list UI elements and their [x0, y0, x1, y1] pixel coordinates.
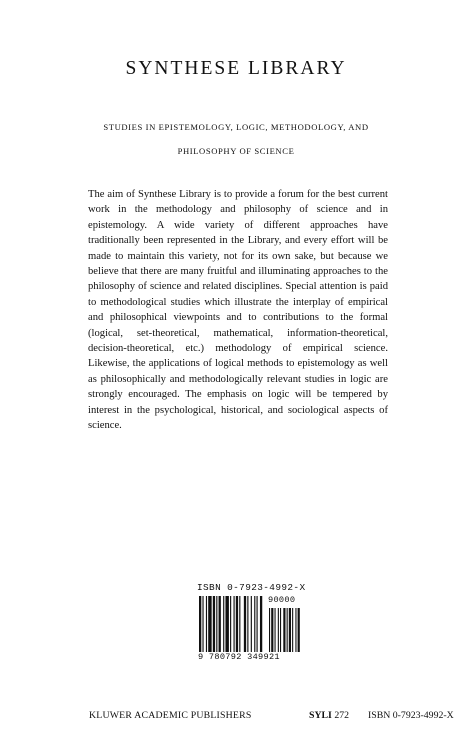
barcode-bar — [236, 596, 238, 652]
addon-barcode-bars — [269, 608, 300, 652]
isbn-barcode-label: ISBN 0-7923-4992-X — [197, 582, 306, 593]
series-number: 272 — [334, 710, 350, 721]
addon-barcode-bar — [278, 608, 279, 652]
barcode-bar — [225, 596, 228, 652]
barcode-bar — [257, 596, 258, 652]
ean-barcode-digits: 9 780792 349921 — [198, 652, 280, 662]
barcode-bar — [219, 596, 221, 652]
barcode-bar — [213, 596, 215, 652]
addon-barcode-bar — [275, 608, 276, 652]
series-subtitle-line-2: PHILOSOPHY OF SCIENCE — [177, 146, 295, 156]
barcode-bar — [230, 596, 231, 652]
series-code — [309, 710, 349, 721]
barcode-bar — [244, 596, 246, 652]
barcode-bar — [216, 596, 217, 652]
barcode-bar — [208, 596, 211, 652]
ean-barcode-bars — [199, 596, 262, 652]
series-title: SYNTHESE LIBRARY — [125, 58, 347, 79]
barcode-bar — [199, 596, 201, 652]
footer-isbn: ISBN 0-7923-4992-X — [368, 710, 454, 721]
addon-barcode-bar — [287, 608, 288, 652]
barcode-bar — [223, 596, 224, 652]
barcode-bar — [247, 596, 248, 652]
barcode-bar — [206, 596, 207, 652]
addon-barcode-bar — [271, 608, 273, 652]
series-description: The aim of Synthese Library is to provide a forum for the best current work in the methodology and philosophy of science and in epistemology. A wide variety of different approaches have traditionally been represented in the Library, and every effort will be made to maintain this variety, not for its own sake, but because we believe that there are many fruitful and illuminating approaches to the philosophy of science and related disciplines. Special attention is paid to methodological studies which illustrate the interplay of empirical and philosophical viewpoints and to contributions to the formal (logical, set-theoretical, mathematical, information-theoretical, decision-theoretical, etc.) methodology of empirical science. Likewise, the applications of logical methods to epistemology as well as philosophically and methodologically relevant studies in logic are strongly encouraged. The emphasis on logic will be tempered by interest in the psychological, historical, and sociological aspects of science. — [88, 189, 388, 432]
series-code-label: SYLI — [309, 710, 332, 721]
barcode-bar — [251, 596, 252, 652]
addon-barcode-bar — [289, 608, 291, 652]
addon-barcode-bar — [283, 608, 285, 652]
barcode-bar — [234, 596, 235, 652]
series-subtitle-line-1: STUDIES IN EPISTEMOLOGY, LOGIC, METHODOLOGY, AND — [103, 122, 369, 132]
addon-barcode-bar — [280, 608, 281, 652]
barcode-bar — [254, 596, 255, 652]
barcode-addon-digits: 90000 — [268, 595, 296, 605]
barcode-bar — [260, 596, 262, 652]
addon-barcode-bar — [292, 608, 293, 652]
addon-barcode-bar — [295, 608, 296, 652]
addon-barcode-bar — [269, 608, 270, 652]
barcode-bar — [202, 596, 203, 652]
addon-barcode-bar — [298, 608, 300, 652]
publisher-name: KLUWER ACADEMIC PUBLISHERS — [89, 710, 252, 721]
barcode-bar — [239, 596, 240, 652]
